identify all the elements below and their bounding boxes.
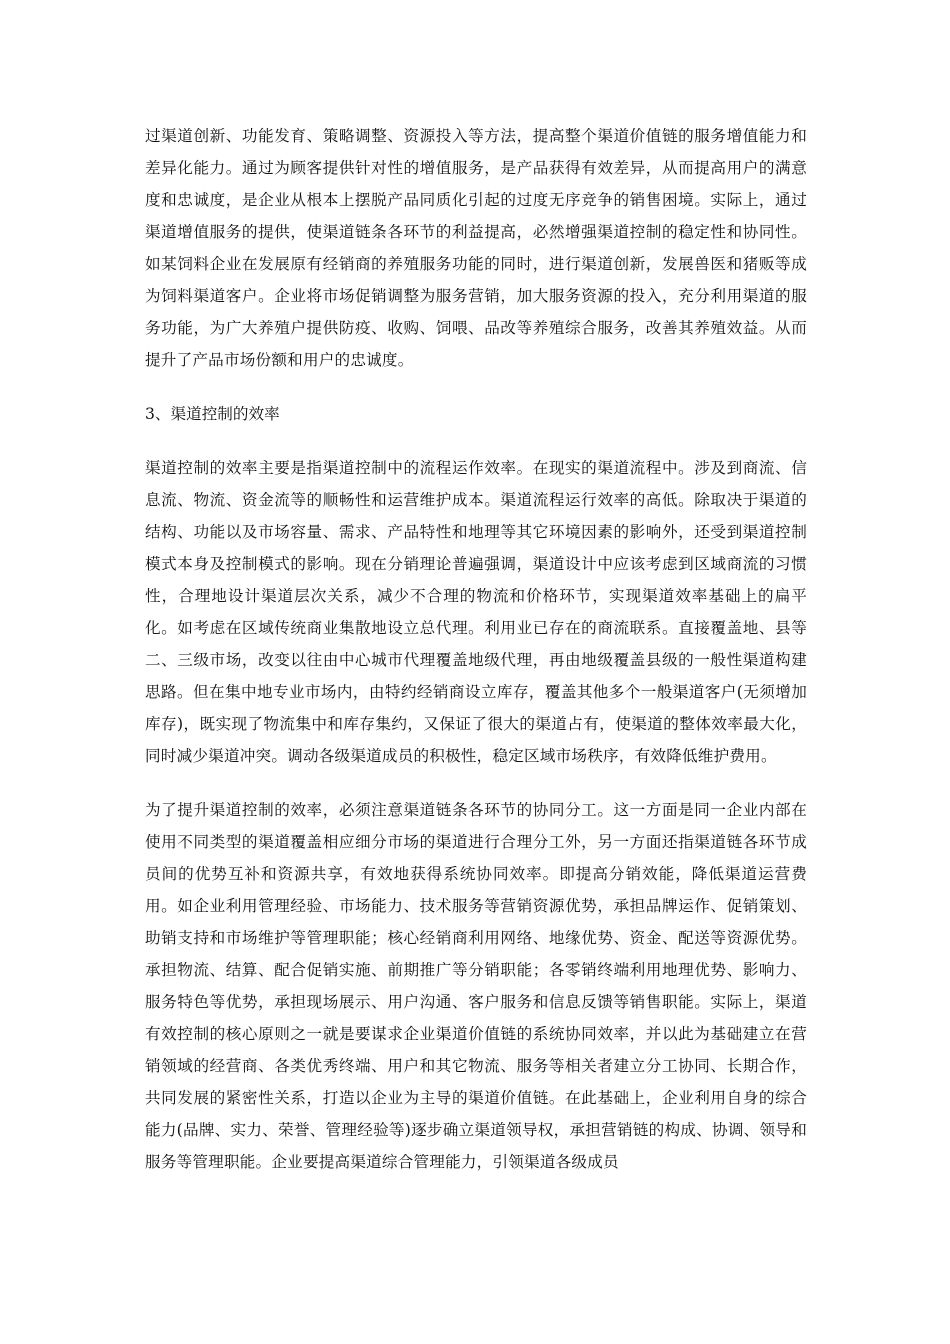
section-heading-channel-control-efficiency: 3、渠道控制的效率 xyxy=(145,405,280,423)
document-body xyxy=(145,120,807,1200)
paragraph-channel-collaboration: 为了提升渠道控制的效率，必须注意渠道链条各环节的协同分工。这一方面是同一企业内部在使用不同类型的渠道覆盖相应细分市场的渠道进行合理分工外，另一方面还指渠道链各环节成员间的优势互补和资源共享，有效地获得系统协同效率。即提高分销效能，降低渠道运营费用。如企业利用管理经验、市场能力、技术服务等营销资源优势，承担品牌运作、促销策划、助销支持和市场维护等管理职能；核心经销商利用网络、地缘优势、资金、配送等资源优势。承担物流、结算、配合促销实施、前期推广等分销职能；各零销终端利用地理优势、影响力、服务特色等优势，承担现场展示、用户沟通、客户服务和信息反馈等销售职能。实际上，渠道有效控制的核心原则之一就是要谋求企业渠道价值链的系统协同效率，并以此为基础建立在营销领域的经营商、各类优秀终端、用户和其它物流、服务等相关者建立分工协同、长期合作，共同发展的紧密性关系，打造以企业为主导的渠道价值链。在此基础上，企业利用自身的综合能力(品牌、实力、荣誉、管理经验等)逐步确立渠道领导权，承担营销链的构成、协调、领导和服务等管理职能。企业要提高渠道综合管理能力，引领渠道各级成员 xyxy=(145,801,807,1171)
paragraph-channel-value-added: 过渠道创新、功能发育、策略调整、资源投入等方法，提高整个渠道价值链的服务增值能力和差异化能力。通过为顾客提供针对性的增值服务，是产品获得有效差异，从而提高用户的满意度和忠诚度，是企业从根本上摆脱产品同质化引起的过度无序竞争的销售困境。实际上，通过渠道增值服务的提供，使渠道链条各环节的利益提高，必然增强渠道控制的稳定性和协同性。如某饲料企业在发展原有经销商的养殖服务功能的同时，进行渠道创新，发展兽医和猪贩等成为饲料渠道客户。企业将市场促销调整为服务营销，加大服务资源的投入，充分利用渠道的服务功能，为广大养殖户提供防疫、收购、饲喂、品改等养殖综合服务，改善其养殖效益。从而提升了产品市场份额和用户的忠诚度。 xyxy=(145,127,807,369)
paragraph-channel-efficiency: 渠道控制的效率主要是指渠道控制中的流程运作效率。在现实的渠道流程中。涉及到商流、信息流、物流、资金流等的顺畅性和运营维护成本。渠道流程运行效率的高低。除取决于渠道的结构、功能以及市场容量、需求、产品特性和地理等其它环境因素的影响外，还受到渠道控制模式本身及控制模式的影响。现在分销理论普遍强调，渠道设计中应该考虑到区域商流的习惯性，合理地设计渠道层次关系，减少不合理的物流和价格环节，实现渠道效率基础上的扁平化。如考虑在区域传统商业集散地设立总代理。利用业已存在的商流联系。直接覆盖地、县等二、三级市场，改变以往由中心城市代理覆盖地级代理，再由地级覆盖县级的一般性渠道构建思路。但在集中地专业市场内，由特约经销商设立库存，覆盖其他多个一般渠道客户(无须增加库存)，既实现了物流集中和库存集约，又保证了很大的渠道占有，使渠道的整体效率最大化，同时减少渠道冲突。调动各级渠道成员的积极性，稳定区域市场秩序，有效降低维护费用。 xyxy=(145,459,807,765)
